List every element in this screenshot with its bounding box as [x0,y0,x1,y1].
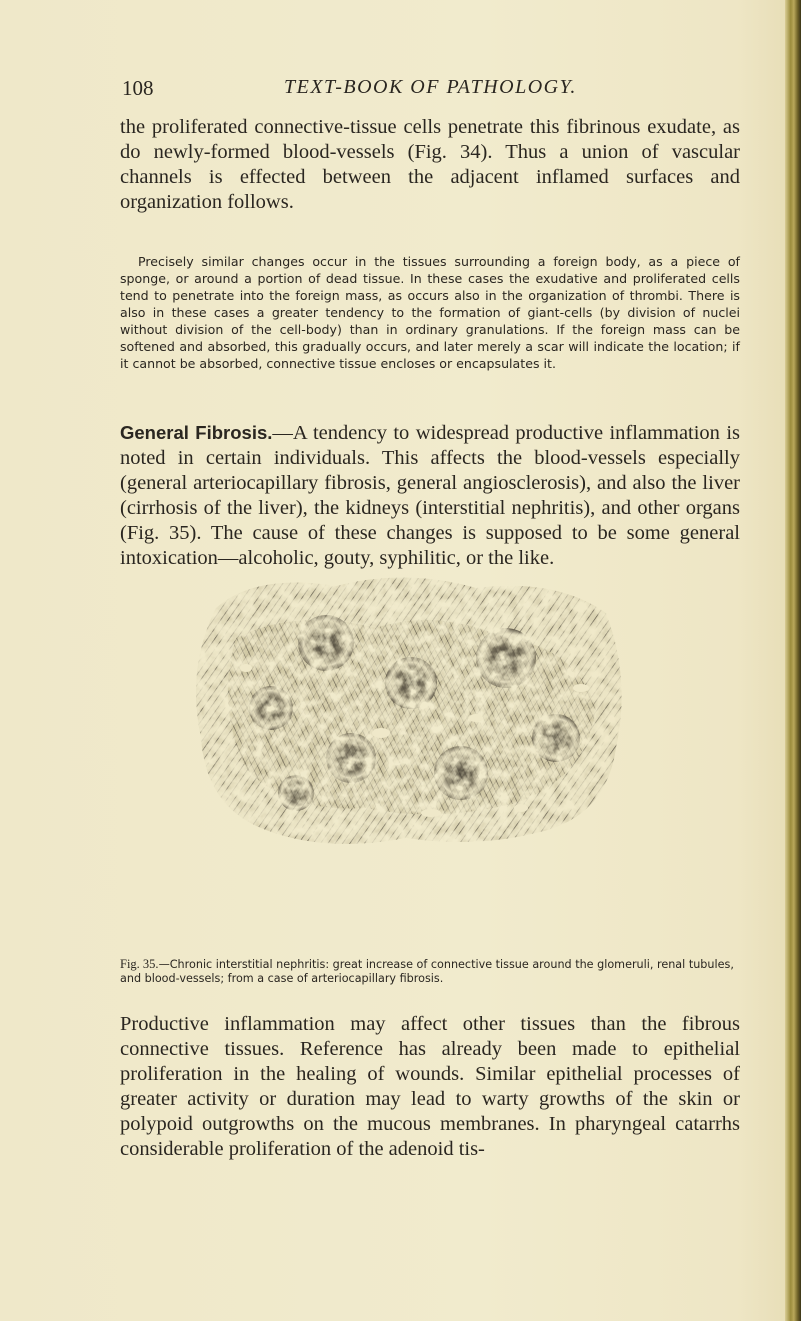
figure-label: Fig. 35. [120,957,159,971]
figure-35-illustration [176,568,636,853]
page-header [122,76,722,102]
running-title: TEXT-BOOK OF PATHOLOGY. [284,76,577,98]
paragraph-productive-inflammation: Productive inflammation may affect other tissues than the fibrous connective tissues. Reference has already been made to epithelial proliferation in the healing of wounds. Similar epithelial processes of greater activity or duration may lead to warty growths of the skin or polypoid outgrowths on the mucous membranes. In pharyngeal catarrhs considerable proliferation of the adenoid tis- [120,1013,740,1160]
paragraph-general-fibrosis [120,420,740,571]
general-fibrosis-body: —A tendency to widespread productive inflammation is noted in certain individuals. This affects the blood-vessels especially (general arteriocapillary fibrosis, general angiosclerosis), and also the liver (cirrhosis of the liver), the kidneys (interstitial nephritis), and other organs (Fig. 35). The cause of these changes is supposed to be some general intoxication—alcoholic, gouty, syphilitic, or the like. [120,422,740,569]
figure-caption-text: —Chronic interstitial nephritis: great increase of connective tissue around the glomeruli, renal tubules, and blood-vessels; from a case of arteriocapillary fibrosis. [120,958,734,985]
paragraph-foreign-body: Precisely similar changes occur in the tissues surrounding a foreign body, as a piece of sponge, or around a portion of dead tissue. In these cases the exudative and proliferated cells tend to penetrate into the foreign mass, as occurs also in the organization of thrombi. There is also in these cases a greater tendency to the formation of giant-cells (by division of nuclei without division of the cell-body) than in ordinary granulations. If the foreign mass can be softened and absorbed, this gradually occurs, and later merely a scar will indicate the location; if it cannot be absorbed, connective tissue encloses or encapsulates it. [120,254,740,371]
paragraph-organization: the proliferated connective-tissue cells penetrate this fibrinous exudate, as do newly-formed blood-vessels (Fig. 34). Thus a union of vascular channels is effected between the adjacent inflamed surfaces and organization follows. [120,116,740,213]
section-heading-general-fibrosis: General Fibrosis. [120,422,273,443]
figure-35-caption [120,957,740,986]
page-number: 108 [122,76,154,100]
page-edge [785,0,801,1321]
